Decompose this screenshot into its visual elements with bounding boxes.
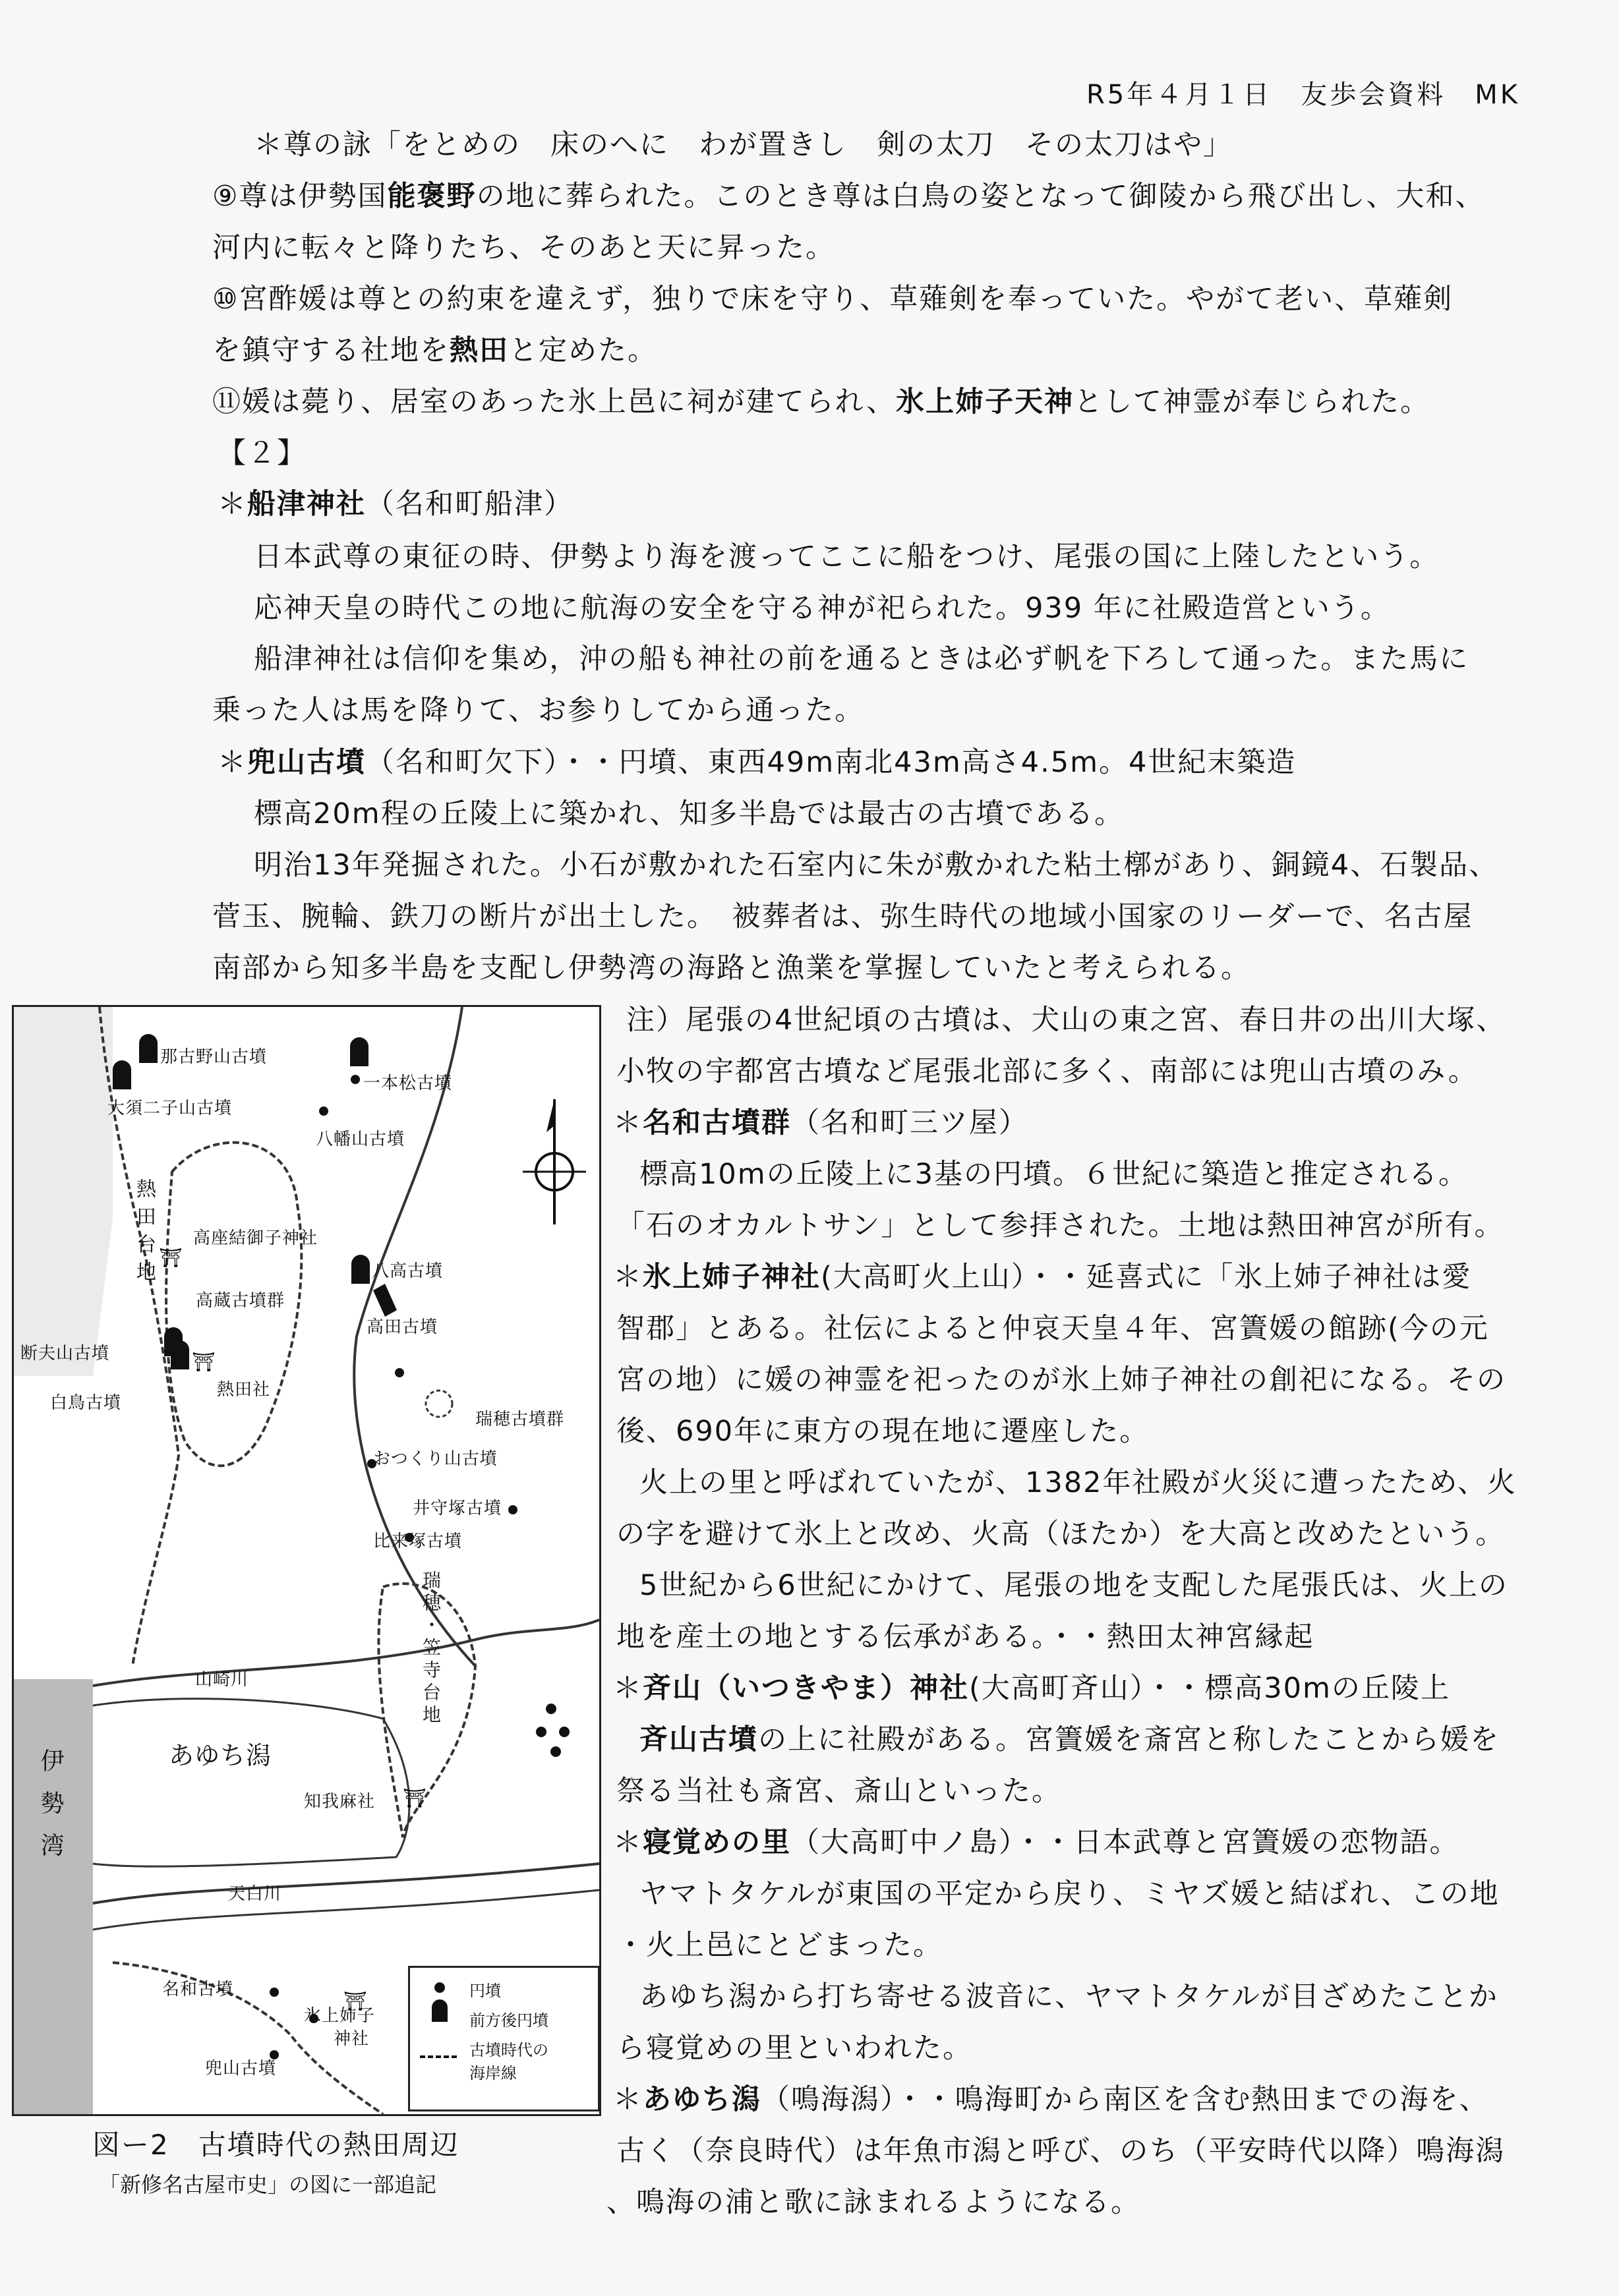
svg-text:⛩: ⛩ [343,1990,367,2012]
map-label-takada: 高田古墳 [367,1317,438,1337]
map-label-hachimanyama: 八幡山古墳 [316,1130,405,1149]
text-line: ら寝覚めの里といわれた。 [616,2032,972,2065]
legend-coastline-1: 古墳時代の [469,2041,548,2059]
legend-coastline-2: 海岸線 [469,2064,517,2082]
map-legend [408,1966,600,2111]
text-line: 日本武尊の東征の時、伊勢より海を渡ってここに船をつけ、尾張の国に上陸したという。 [254,540,1440,573]
text-line: ＊斉山（いつきやま）神社(大高町斉山）・・標高30mの丘陵上 [613,1672,1450,1705]
map-label-nawa-kofun: 名和古墳 [162,1980,234,1999]
text-line: 標高10mの丘陵上に3基の円墳。６世紀に築造と推定される。 [639,1158,1468,1191]
figure-caption: 図ー2 古墳時代の熱田周辺 [92,2129,459,2161]
map-label-hikami-aneko: 氷上姉子 [304,2006,376,2026]
text-line: 宮の地）に媛の神霊を祀ったのが氷上姉子神社の創祀になる。その [616,1363,1506,1396]
svg-text:⛩: ⛩ [159,1247,183,1269]
text-line: ＊名和古墳群（名和町三ツ屋） [613,1106,1028,1139]
map-label-hachiko: 八高古墳 [372,1261,444,1281]
map-label-yamazaki-river: 山崎川 [195,1670,249,1690]
text-line: 菅玉、腕輪、鉄刀の断片が出土した。 被葬者は、弥生時代の地域小国家のリーダーで、名古屋 [212,900,1473,933]
map-label-ise-bay: 伊勢湾 [37,1748,64,1875]
text-line: の字を避けて氷上と改め、火高（ほたか）を大高と改めたという。 [616,1518,1506,1551]
text-line: を鎮守する社地を熱田と定めた。 [212,334,657,367]
text-line: 火上の里と呼ばれていたが、1382年社殿が火災に遭ったため、火 [639,1466,1517,1499]
text-line: ＊氷上姉子神社(大高町火上山）・・延喜式に「氷上姉子神社は愛 [613,1261,1472,1294]
text-line: 小牧の宇都宮古墳など尾張北部に多く、南部には兜山古墳のみ。 [616,1055,1478,1088]
text-line: 注）尾張の4世紀頃の古墳は、犬山の東之宮、春日井の出川大塚、 [626,1004,1506,1037]
section-heading: 【２】 [218,437,307,470]
text-line: 斉山古墳の上に社殿がある。宮簀媛を斎宮と称したことから媛を [639,1723,1500,1756]
text-line: ヤマトタケルが東国の平定から戻り、ミヤズ媛と結ばれ、この地 [639,1878,1500,1910]
map-label-osu-futagoyama: 大須二子山古墳 [107,1099,233,1118]
text-line: 標高20m程の丘陵上に築かれ、知多半島では最古の古墳である。 [254,797,1125,830]
text-line: 地を産土の地とする伝承がある。・・熱田太神宮縁起 [616,1621,1314,1653]
text-line: 船津神社は信仰を集め，沖の船も神社の前を通るときは必ず帆を下ろして通った。また馬に [254,643,1469,675]
map-label-shiratori: 白鳥古墳 [50,1393,122,1413]
text-line: 祭る当社も斎宮、斎山といった。 [616,1775,1061,1808]
map-label-takakura-musubi: 高座結御子神社 [193,1228,318,1248]
map-label-takakura-kofun: 高蔵古墳群 [196,1291,285,1311]
text-line: 「石のオカルトサン」として参拝された。土地は熱田神宮が所有。 [616,1209,1504,1242]
map-label-hikurizuka: 比来塚古墳 [373,1532,463,1551]
text-line: 応神天皇の時代この地に航海の安全を守る神が祀られた。939 年に社殿造営という。 [254,592,1390,625]
map-label-tenpaku-river: 天白川 [228,1884,282,1904]
text-line: ⑪媛は薨り、居室のあった氷上邑に祠が建てられ、氷上姉子天神として神霊が奉じられた。 [212,386,1430,418]
text-line: ・火上邑にとどまった。 [616,1929,943,1962]
map-drawing [14,1007,599,2114]
map-label-imorizuka: 井守塚古墳 [413,1499,502,1518]
text-line: 南部から知多半島を支配し伊勢湾の海路と漁業を掌握していたと考えられる。 [212,952,1251,985]
kofun-map [12,1005,601,2116]
svg-text:⛩: ⛩ [192,1351,216,1373]
map-label-mizuho-kasadera: 瑞穂・笠寺台地 [420,1570,442,1727]
text-line: 5世紀から6世紀にかけて、尾張の地を支配した尾張氏は、火上の [639,1569,1508,1602]
text-line: 智郡」とある。社伝によると仲哀天皇４年、宮簀媛の館跡(今の元 [616,1312,1489,1345]
text-line: あゆち潟から打ち寄せる波音に、ヤマトタケルが目ざめたことか [639,1980,1498,2013]
map-label-atsuta-shrine: 熱田社 [217,1380,271,1400]
map-label-atsuta-plateau: 熱田台地 [132,1178,156,1289]
text-line: 、鳴海の浦と歌に詠まれるようになる。 [606,2186,1140,2219]
map-label-hikami-shrine: 神社 [334,2029,370,2049]
map-label-nagoyayama: 那古野山古墳 [160,1047,268,1067]
svg-text:⛩: ⛩ [403,1787,427,1809]
legend-keyhole-tumulus: 前方後円墳 [469,2011,548,2030]
text-line: ＊船津神社（名和町船津） [218,488,574,521]
text-line: 乗った人は馬を降りて、お参りしてから通った。 [212,694,865,727]
text-line: 明治13年発掘された。小石が敷かれた石室内に朱が敷かれた粘土槨があり、銅鏡4、石製品、 [254,849,1499,882]
map-label-ayuchi-lagoon: あゆち潟 [169,1741,272,1770]
text-line: 古く（奈良時代）は年魚市潟と呼び、のち（平安時代以降）鳴海潟 [616,2135,1506,2167]
text-line: ＊尊の詠「をとめの 床のへに わが置きし 剣の太刀 その太刀はや」 [254,129,1233,161]
text-line: ⑩宮酢媛は尊との約束を違えず，独りで床を守り、草薙剣を奉っていた。やがて老い、草薙剣 [212,283,1454,316]
text-line: ＊あゆち潟（鳴海潟）・・鳴海町から南区を含む熱田までの海を、 [613,2083,1489,2116]
text-line: ⑨尊は伊勢国能褒野の地に葬られた。このとき尊は白鳥の姿となって御陵から飛び出し、大和、 [212,180,1485,213]
text-line: 河内に転々と降りたち、そのあと天に昇った。 [212,231,835,264]
text-line: ＊兜山古墳（名和町欠下）・・円墳、東西49m南北43m高さ4.5m。4世紀末築造 [218,746,1297,779]
text-line: 後、690年に東方の現在地に遷座した。 [616,1415,1150,1448]
document-header: R5年４月１日 友歩会資料 MK [1086,80,1520,110]
map-label-ipponmatsu: 一本松古墳 [363,1074,453,1093]
map-label-danpuyama: 断夫山古墳 [20,1344,110,1363]
legend-round-tumulus: 円墳 [469,1982,501,2000]
text-line: ＊寝覚めの里（大高町中ノ島）・・日本武尊と宮簀媛の恋物語。 [613,1826,1459,1859]
figure-source-note: 「新修名古屋市史」の図に一部追記 [99,2172,437,2197]
map-label-otsukuriyama: おつくり山古墳 [373,1449,498,1469]
map-label-kabutoyama: 兜山古墳 [205,2059,277,2079]
map-label-chigama-shrine: 知我麻社 [304,1792,376,1812]
map-label-mizuho-kofun: 瑞穂古墳群 [475,1410,565,1429]
